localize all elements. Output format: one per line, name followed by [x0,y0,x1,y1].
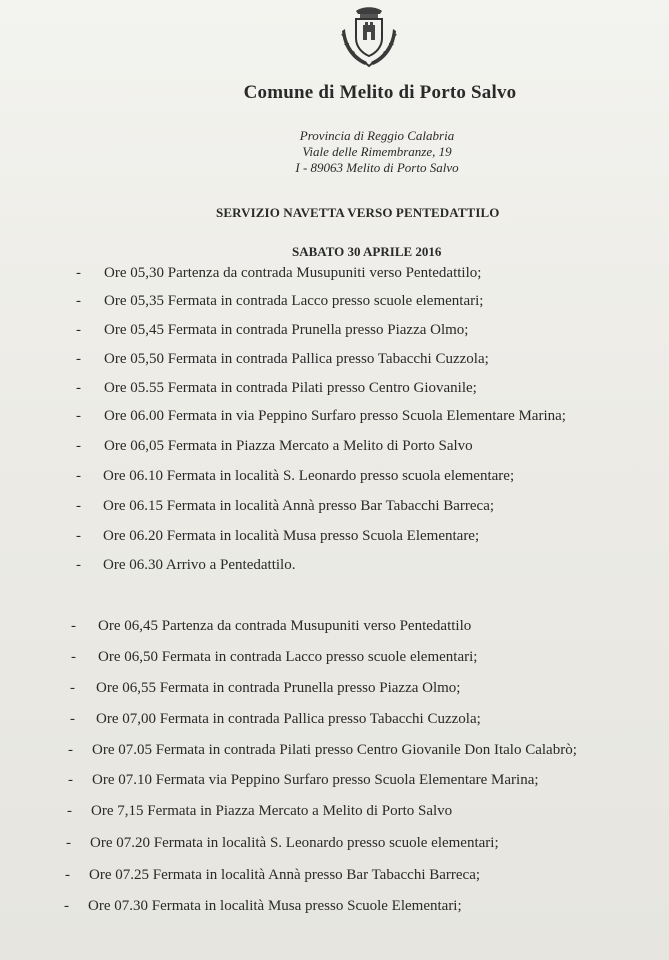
list-bullet: - [70,711,75,727]
list-bullet: - [66,835,71,851]
schedule-row: Ore 06,05 Fermata in Piazza Mercato a Melito di Porto Salvo [104,438,473,454]
list-bullet: - [76,322,81,338]
schedule-row: Ore 07.20 Fermata in località S. Leonardo presso scuole elementari; [90,835,499,851]
schedule-row: Ore 06,50 Fermata in contrada Lacco presso scuole elementari; [98,649,478,665]
list-bullet: - [71,649,76,665]
list-bullet: - [76,408,81,424]
service-title: SERVIZIO NAVETTA VERSO PENTEDATTILO [216,205,500,220]
list-bullet: - [76,498,81,514]
service-date: SABATO 30 APRILE 2016 [292,244,442,259]
list-bullet: - [76,380,81,396]
schedule-row: Ore 06.00 Fermata in via Peppino Surfaro presso Scuola Elementare Marina; [104,408,566,424]
schedule-row: Ore 07.25 Fermata in località Annà presso Bar Tabacchi Barreca; [89,867,481,883]
list-bullet: - [76,293,81,309]
list-bullet: - [76,438,81,454]
list-bullet: - [76,557,81,573]
schedule-row: Ore 07.10 Fermata via Peppino Surfaro presso Scuola Elementare Marina; [92,772,539,788]
list-bullet: - [67,803,72,819]
schedule-row: Ore 06.15 Fermata in località Annà presso Bar Tabacchi Barreca; [103,498,495,514]
list-bullet: - [68,742,73,758]
schedule-row: Ore 06,55 Fermata in contrada Prunella presso Piazza Olmo; [96,680,461,696]
list-bullet: - [76,528,81,544]
schedule-row: Ore 07.05 Fermata in contrada Pilati presso Centro Giovanile Don Italo Calabrò; [92,742,577,758]
list-bullet: - [76,265,81,281]
schedule-row: Ore 06,45 Partenza da contrada Musupuniti verso Pentedattilo [98,618,472,634]
schedule-row: Ore 05,50 Fermata in contrada Pallica presso Tabacchi Cuzzola; [104,351,489,367]
schedule-row: Ore 07.30 Fermata in località Musa presso Scuole Elementari; [88,898,462,914]
schedule-row: Ore 05.55 Fermata in contrada Pilati presso Centro Giovanile; [104,380,477,396]
list-bullet: - [68,772,73,788]
schedule-row: Ore 06.10 Fermata in località S. Leonardo presso scuola elementare; [103,468,515,484]
address-line: Provincia di Reggio Calabria [299,128,455,143]
list-bullet: - [64,898,69,914]
list-bullet: - [76,468,81,484]
schedule-row: Ore 05,30 Partenza da contrada Musupuniti verso Pentedattilo; [104,265,482,281]
schedule-row: Ore 07,00 Fermata in contrada Pallica presso Tabacchi Cuzzola; [96,711,481,727]
list-bullet: - [65,867,70,883]
list-bullet: - [76,351,81,367]
schedule-row: Ore 7,15 Fermata in Piazza Mercato a Melito di Porto Salvo [91,803,453,819]
page-title: Comune di Melito di Porto Salvo [243,82,517,103]
schedule-row: Ore 05,35 Fermata in contrada Lacco presso scuole elementari; [104,293,484,309]
schedule-row: Ore 06.20 Fermata in località Musa presso Scuola Elementare; [103,528,480,544]
list-bullet: - [71,618,76,634]
schedule-row: Ore 06.30 Arrivo a Pentedattilo. [103,557,296,573]
schedule-row: Ore 05,45 Fermata in contrada Prunella presso Piazza Olmo; [104,322,469,338]
address-line: I - 89063 Melito di Porto Salvo [295,160,459,175]
address-line: Viale delle Rimembranze, 19 [302,144,452,159]
list-bullet: - [70,680,75,696]
